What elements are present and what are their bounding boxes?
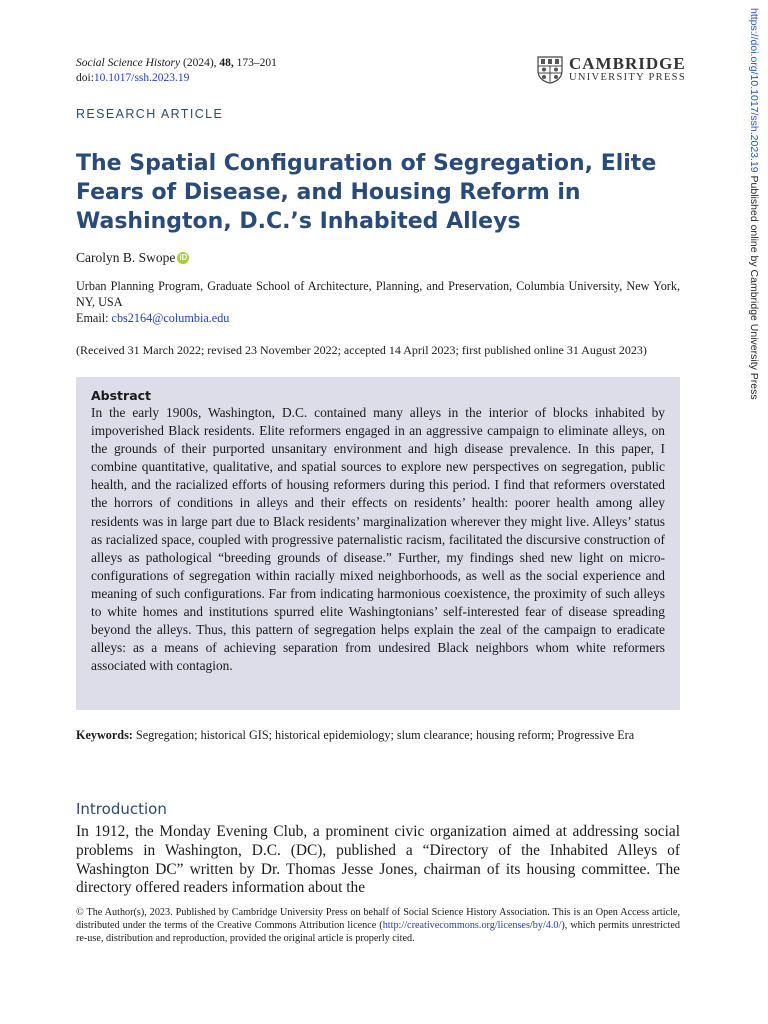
journal-pages: 173–201 xyxy=(236,57,277,69)
doi-link[interactable]: 10.1017/ssh.2023.19 xyxy=(93,72,190,84)
keywords xyxy=(76,727,680,743)
author-name: Carolyn B. Swope xyxy=(76,250,176,265)
doi-line xyxy=(76,71,277,86)
introduction-text: In 1912, the Monday Evening Club, a prominent civic organization aimed at addressing social problems in Washington, D.C. (DC), published a “Directory of the Inhabited Alleys of Washington DC” written by Dr. Thomas Jesse Jones, chairman of its housing committee. The directory offered readers information about the xyxy=(76,823,680,897)
cambridge-shield-icon xyxy=(537,56,563,84)
journal-volume: 48, xyxy=(219,57,234,69)
email-label: Email: xyxy=(76,311,112,325)
journal-name: Social Science History xyxy=(76,57,181,69)
keywords-text: Segregation; historical GIS; historical epidemiology; slum clearance; housing reform; Progressive Era xyxy=(132,728,635,742)
journal-citation xyxy=(76,56,277,86)
abstract-text: In the early 1900s, Washington, D.C. contained many alleys in the interior of blocks inhabited by impoverished Black residents. Elite reformers engaged in an aggressive campaign to eliminate alleys, on the grounds of their purported unsanitary environment and high disease prevalence. In this paper, I combine quantitative, qualitative, and spatial sources to explore new perspectives on segregation, public health, and the racialized efforts of housing reformers during this period. I find that reformers overstated the horrors of conditions in alleys and their effects on residents’ health: poorer health among alley residents was in large part due to Black residents’ marginalization wherever they might live. Alleys’ status as racialized space, coupled with progressive paternalistic racism, facilitated the discursive construction of alleys as pathological “breeding grounds of disease.” Further, my findings shed new light on micro-configurations of segregation within racially mixed neighborhoods, as well as the social experience and meaning of such configurations. Far from indicating harmonious coexistence, the proximity of such alleys to white homes and institutions spurred elite Washingtonians’ self-interested fear of disease spreading beyond the alleys. Thus, this pattern of segregation helps explain the zeal of the campaign to eradicate alleys: as a means of achieving separation from undesired Black neighbors whom white reformers associated with contagion. xyxy=(91,405,665,674)
affiliation: Urban Planning Program, Graduate School of Architecture, Planning, and Preservation, Columbia University, New York, NY, USA xyxy=(76,279,680,309)
keywords-label: Keywords: xyxy=(76,728,133,742)
license-link[interactable]: http://creativecommons.org/licenses/by/4.0/ xyxy=(382,920,562,931)
publisher-name xyxy=(569,56,686,84)
doi-prefix: doi: xyxy=(76,72,94,84)
sidebar-doi-link[interactable]: https://doi.org/10.1017/ssh.2023.19 xyxy=(748,8,760,173)
abstract-heading: Abstract xyxy=(91,388,152,403)
journal-line xyxy=(76,56,277,71)
cambridge-logo xyxy=(537,56,686,84)
affiliation-block xyxy=(76,278,680,326)
license-footnote xyxy=(76,906,680,945)
abstract-box xyxy=(76,377,680,710)
publisher-line1: CAMBRIDGE xyxy=(569,54,686,73)
journal-year: (2024), xyxy=(182,57,217,69)
license-text-before: © The Author(s), 2023. Published by Cambridge University Press on behalf of Social Science History Association. This is an Open Access article, distributed under the terms of the Creative Commons Attribution licence ( xyxy=(76,907,680,931)
sidebar-doi-notice xyxy=(748,8,760,400)
article-title: The Spatial Configuration of Segregation, Elite Fears of Disease, and Housing Reform in Washington, D.C.’s Inhabited Alleys xyxy=(76,151,657,234)
license-text-after: ), which permits unrestricted re-use, distribution and reproduction, provided the original article is properly cited. xyxy=(76,920,680,944)
publisher-line2: UNIVERSITY PRESS xyxy=(569,72,686,83)
email-line xyxy=(76,310,680,326)
author xyxy=(76,250,189,266)
email-link[interactable]: cbs2164@columbia.edu xyxy=(111,311,230,325)
orcid-icon[interactable]: iD xyxy=(179,253,188,262)
section-heading-introduction: Introduction xyxy=(76,800,167,818)
sidebar-published-text: Published online by Cambridge University Press xyxy=(748,172,760,400)
article-dates: (Received 31 March 2022; revised 23 November 2022; accepted 14 April 2023; first published online 31 August 2023) xyxy=(76,343,647,357)
article-type: RESEARCH ARTICLE xyxy=(76,107,224,121)
